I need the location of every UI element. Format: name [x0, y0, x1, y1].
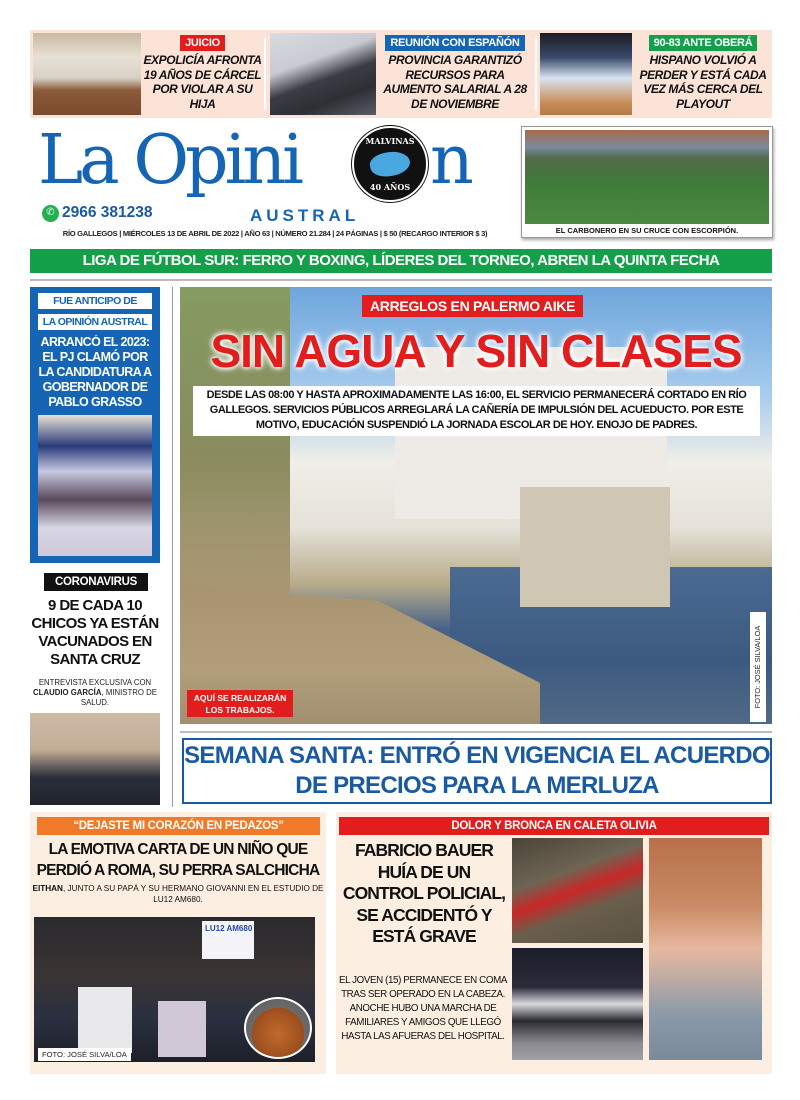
malvinas-map-icon — [368, 148, 412, 180]
radio-studio-photo — [34, 917, 315, 1062]
phone-number: 2966 381238 — [62, 204, 153, 221]
sub-text: , JUNTO A SU PAPÁ Y SU HERMANO GIOVANNI EN EL ESTUDIO DE LU12 AM680. — [62, 884, 324, 904]
covid-kicker: CORONAVIRUS — [44, 573, 148, 591]
teaser-title: HISPANO VOLVIÓ A PERDER Y ESTÁ CADA VEZ MÁS CERCA DEL PLAYOUT — [639, 53, 767, 111]
top-teaser-strip — [30, 30, 772, 118]
sub-name: EITHAN — [32, 884, 63, 893]
divider — [180, 731, 772, 733]
logo-wordmark[interactable]: La Opini — [38, 121, 300, 200]
radio-sign — [202, 921, 254, 959]
divider — [30, 279, 772, 281]
photo-caption: AQUÍ SE REALIZARÁN LOS TRABAJOS. — [187, 690, 293, 717]
teaser-kicker: REUNIÓN CON ESPAÑÓN — [385, 35, 524, 51]
logo-subtitle: AUSTRAL — [250, 206, 360, 225]
caleta-story-title[interactable]: FABRICIO BAUER HUÍA DE UN CONTROL POLICIAL, SE ACCIDENTÓ Y ESTÁ GRAVE — [342, 840, 506, 946]
teaser-title: EXPOLICÍA AFRONTA 19 AÑOS DE CÁRCEL POR VIOLAR A SU HIJA — [143, 53, 262, 111]
story-title: ARRANCÓ EL 2023: EL PJ CLAMÓ POR LA CANDIDATURA A GOBERNADOR DE PABLO GRASSO — [38, 335, 152, 409]
covid-title[interactable]: 9 DE CADA 10 CHICOS YA ESTÁN VACUNADOS EN SANTA CRUZ — [31, 597, 159, 668]
drawing-sheet — [78, 987, 132, 1053]
dog-story-title[interactable]: LA EMOTIVA CARTA DE UN NIÑO QUE PERDIÓ A ROMA, SU PERRA SALCHICHA — [36, 841, 320, 879]
covid-subtitle — [30, 678, 160, 710]
divider — [264, 38, 266, 110]
semana-santa-headline[interactable]: SEMANA SANTA: ENTRÓ EN VIGENCIA EL ACUERDO DE PRECIOS PARA LA MERLUZA — [182, 738, 772, 804]
sports-banner[interactable]: LIGA DE FÚTBOL SUR: FERRO Y BOXING, LÍDERES DEL TORNEO, ABREN LA QUINTA FECHA — [30, 249, 772, 273]
seal-bottom-text: 40 AÑOS — [369, 182, 411, 192]
sub-text: , MINISTRO DE SALUD. — [80, 688, 157, 707]
photo-detail — [520, 487, 670, 607]
motorcycle-photo — [512, 838, 643, 943]
march-photo — [512, 948, 643, 1060]
soccer-photo — [525, 130, 769, 224]
sub-text: ENTREVISTA EXCLUSIVA CON — [38, 678, 152, 687]
basketball-photo — [540, 33, 632, 115]
column-divider — [172, 287, 173, 807]
divider — [535, 38, 537, 110]
teaser-title: PROVINCIA GARANTIZÓ RECURSOS PARA AUMENTO SALARIAL A 28 DE NOVIEMBRE — [383, 53, 527, 111]
dateline: RÍO GALLEGOS | MIÉRCOLES 13 DE ABRIL DE 2022 | AÑO 63 | NÚMERO 21.284 | 24 PÁGINAS | $ 50 (RECARGO INTERIOR $ 3) — [62, 229, 488, 238]
meeting-photo — [270, 33, 376, 115]
letter-sheet — [158, 1001, 206, 1057]
teaser-text — [634, 33, 772, 111]
photo-credit: FOTO: JOSÉ SILVA/LOA — [38, 1048, 131, 1061]
logo-wordmark-end: n — [430, 121, 474, 200]
portrait-photo — [649, 838, 762, 1060]
teaser-reunion[interactable] — [270, 30, 532, 118]
photo-caption: EL CARBONERO EN SU CRUCE CON ESCORPIÓN. — [555, 226, 739, 235]
teaser-juicio[interactable] — [30, 30, 262, 118]
radio-sign-text: LU12 AM680 — [205, 924, 253, 933]
teaser-kicker: JUICIO — [180, 35, 225, 51]
rally-photo — [38, 415, 152, 556]
seal-top-text: MALVINAS — [365, 136, 415, 146]
minister-photo — [30, 713, 160, 805]
dog-story-subtitle — [30, 884, 326, 906]
caleta-story-kicker: DOLOR Y BRONCA EN CALETA OLIVIA — [339, 817, 769, 835]
malvinas-seal — [352, 126, 428, 202]
teaser-kicker: 90-83 ANTE OBERÁ — [649, 35, 758, 51]
dog-inset-photo — [244, 997, 312, 1059]
teaser-hispano[interactable] — [540, 30, 772, 118]
main-kicker: ARREGLOS EN PALERMO AIKE — [362, 295, 583, 317]
photo-credit: FOTO: JOSÉ SILVA/LOA — [750, 612, 766, 722]
courtroom-photo — [33, 33, 141, 115]
teaser-text — [143, 33, 262, 111]
dog-story-kicker: “DEJASTE MI CORAZÓN EN PEDAZOS” — [37, 817, 320, 835]
sub-name: CLAUDIO GARCÍA — [33, 688, 102, 697]
whatsapp-phone[interactable] — [42, 204, 153, 222]
whatsapp-icon: ✆ — [42, 205, 59, 222]
story-label: LA OPINIÓN AUSTRAL — [38, 314, 152, 330]
story-label: FUE ANTICIPO DE — [38, 293, 152, 309]
main-headline[interactable]: SIN AGUA Y SIN CLASES — [210, 325, 742, 377]
caleta-story-subtitle: EL JOVEN (15) PERMANECE EN COMA TRAS SER OPERADO EN LA CABEZA. ANOCHE HUBO UNA MARCHA DE FAMILIARES Y AMIGOS QUE LLEGÓ HASTA LAS AFUERAS DEL HOSPITAL. — [339, 975, 507, 1042]
pj-story-box[interactable] — [30, 287, 160, 563]
teaser-text — [378, 33, 532, 111]
soccer-photo-box[interactable] — [521, 126, 773, 238]
main-deck: DESDE LAS 08:00 Y HASTA APROXIMADAMENTE LAS 16:00, EL SERVICIO PERMANECERÁ CORTADO EN RÍO GALLEGOS. SERVICIOS PÚBLICOS ARREGLARÁ LA CAÑERÍA DE IMPULSIÓN DEL ACUEDUCTO. POR ESTE MOTIVO, EDUCACIÓN SUSPENDIÓ LA JORNADA ESCOLAR DE HOY. ENOJO DE PADRES. — [193, 386, 760, 436]
